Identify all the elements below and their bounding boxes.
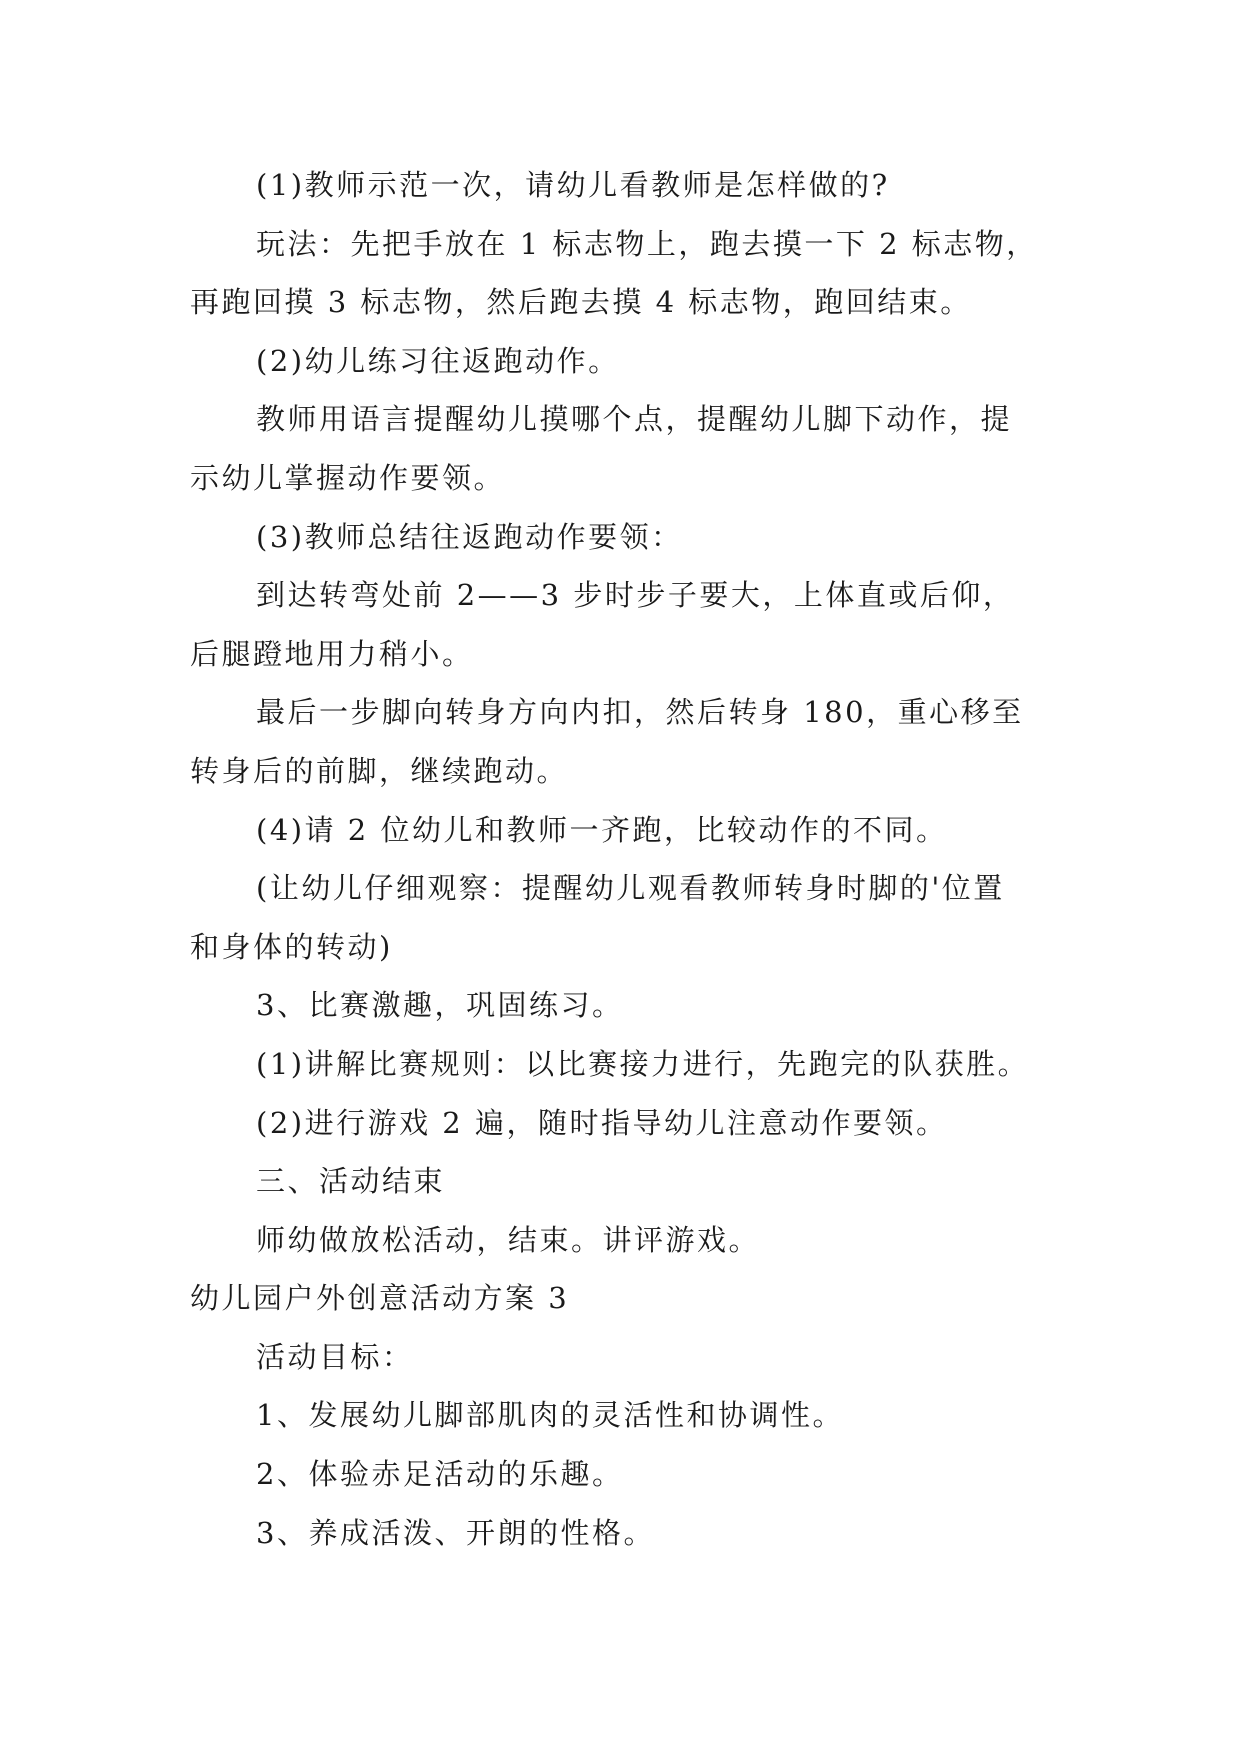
text-line: 教师用语言提醒幼儿摸哪个点，提醒幼儿脚下动作，提: [256, 402, 1013, 437]
text-line: (2)进行游戏 2 遍，随时指导幼儿注意动作要领。: [256, 1105, 948, 1140]
text-line: 后腿蹬地用力稍小。: [190, 636, 474, 671]
text-line: (4)请 2 位幼儿和教师一齐跑，比较动作的不同。: [256, 812, 948, 847]
text-line: 玩法：先把手放在 1 标志物上，跑去摸一下 2 标志物，: [256, 226, 1038, 261]
text-line: 到达转弯处前 2——3 步时步子要大，上体直或后仰，: [256, 578, 1015, 613]
text-line: 师幼做放松活动，结束。讲评游戏。: [256, 1222, 761, 1257]
list-item: 1、发展幼儿脚部肌肉的灵活性和协调性。: [256, 1398, 844, 1433]
text-line: 示幼儿掌握动作要领。: [190, 460, 506, 495]
section-heading: 活动目标：: [256, 1339, 414, 1374]
text-line: (3)教师总结往返跑动作要领：: [256, 519, 683, 554]
section-heading: 3、比赛激趣，巩固练习。: [256, 988, 624, 1023]
text-line: (让幼儿仔细观察：提醒幼儿观看教师转身时脚的'位置: [256, 871, 1005, 906]
text-line: 转身后的前脚，继续跑动。: [190, 753, 569, 788]
document-body: [190, 156, 1070, 1562]
text-line: (1)讲解比赛规则：以比赛接力进行，先跑完的队获胜。: [256, 1046, 1030, 1081]
section-heading: 三、活动结束: [256, 1164, 446, 1199]
text-line: (2)幼儿练习往返跑动作。: [256, 343, 620, 378]
text-line: 再跑回摸 3 标志物，然后跑去摸 4 标志物，跑回结束。: [190, 285, 972, 320]
text-line: 最后一步脚向转身方向内扣，然后转身 180，重心移至: [256, 695, 1024, 730]
document-title: 幼儿园户外创意活动方案 3: [190, 1281, 570, 1316]
text-line: (1)教师示范一次，请幼儿看教师是怎样做的?: [256, 168, 890, 202]
list-item: 3、养成活泼、开朗的性格。: [256, 1515, 655, 1550]
text-line: 和身体的转动): [190, 929, 393, 964]
list-item: 2、体验赤足活动的乐趣。: [256, 1457, 624, 1492]
